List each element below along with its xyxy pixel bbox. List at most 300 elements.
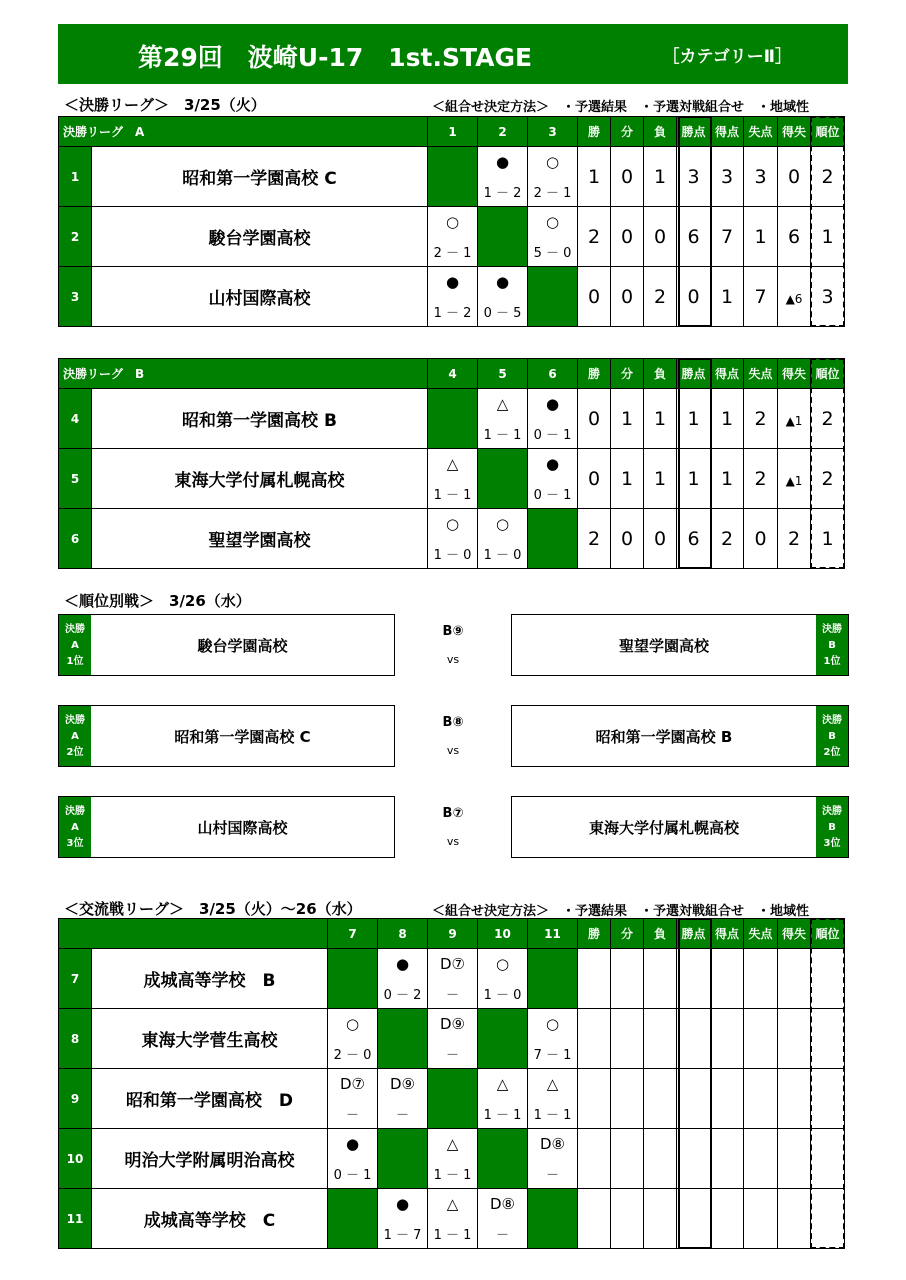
result-mark: ● <box>495 273 510 291</box>
stat-cell: 6 <box>677 207 711 267</box>
self-match-cell <box>428 389 478 449</box>
opponent-col-header: 5 <box>478 359 528 389</box>
placement-left-team <box>58 705 395 767</box>
match-score: 1 － 0 <box>483 548 522 563</box>
stat-cell: 3 <box>744 147 778 207</box>
result-mark: ○ <box>345 1015 360 1033</box>
stat-cell <box>611 1069 644 1129</box>
match-result-cell <box>428 1009 478 1069</box>
league-b-table <box>58 358 845 569</box>
result-mark: ● <box>445 273 460 291</box>
result-mark: ○ <box>445 213 460 231</box>
left-team-name: 山村国際高校 <box>197 818 288 837</box>
match-score: 1 － 1 <box>433 488 472 503</box>
stat-cell <box>578 1009 611 1069</box>
stat-col-header: 順位 <box>811 359 845 389</box>
group-label-empty <box>59 919 328 949</box>
team-name: 東海大学付属札幌高校 <box>92 449 428 509</box>
stat-cell: 1 <box>578 147 611 207</box>
table-row <box>59 449 845 509</box>
stat-cell <box>811 949 845 1009</box>
result-mark: D⑦ <box>440 955 465 973</box>
stat-cell <box>644 1069 677 1129</box>
table-row <box>59 267 845 327</box>
stat-col-header: 得点 <box>711 919 744 949</box>
stat-cell <box>778 949 811 1009</box>
opponent-col-header: 3 <box>528 117 578 147</box>
match-result-cell <box>478 389 528 449</box>
match-result-cell <box>328 1069 378 1129</box>
stat-cell <box>578 1189 611 1249</box>
rank-tag-line: 決勝 <box>822 715 842 726</box>
left-team-name: 昭和第一学園高校 C <box>174 727 311 746</box>
stat-col-header: 得点 <box>711 117 744 147</box>
category-label: ［カテゴリーⅡ］ <box>662 47 792 67</box>
stat-cell: 0 <box>644 509 677 569</box>
stat-cell: 1 <box>744 207 778 267</box>
stat-cell: 0 <box>578 449 611 509</box>
match-score: 1 － 1 <box>483 428 522 443</box>
vs-label: vs <box>446 653 460 666</box>
vs-label: vs <box>446 744 460 757</box>
result-mark: ○ <box>545 1015 560 1033</box>
placement-right-team <box>511 796 849 858</box>
match-court <box>413 715 493 757</box>
table-row <box>59 1189 845 1249</box>
stat-cell: 3 <box>711 147 744 207</box>
self-match-cell <box>528 267 578 327</box>
stat-cell: 1 <box>677 389 711 449</box>
left-rank-tag <box>59 615 91 675</box>
match-result-cell <box>478 949 528 1009</box>
table-row <box>59 207 845 267</box>
table-header-row <box>59 359 845 389</box>
match-result-cell <box>528 389 578 449</box>
match-result-cell <box>528 1129 578 1189</box>
stat-cell <box>711 1009 744 1069</box>
vs-label: vs <box>446 835 460 848</box>
stat-col-header: 得点 <box>711 359 744 389</box>
right-team-name: 昭和第一学園高校 B <box>595 727 733 746</box>
result-mark: △ <box>446 1135 459 1153</box>
stat-col-header: 勝 <box>578 117 611 147</box>
stat-col-header: 順位 <box>811 117 845 147</box>
placement-right-team <box>511 614 849 676</box>
stat-cell: 2 <box>778 509 811 569</box>
result-mark: D⑧ <box>490 1195 515 1213</box>
team-name: 昭和第一学園高校 C <box>92 147 428 207</box>
stat-cell: 3 <box>811 267 845 327</box>
rank-tag-line: B <box>828 640 836 651</box>
left-team-name: 駿台学園高校 <box>197 636 288 655</box>
stat-cell: 6 <box>677 509 711 569</box>
stat-cell <box>644 949 677 1009</box>
stat-cell: 0 <box>644 207 677 267</box>
opponent-col-header: 7 <box>328 919 378 949</box>
final-league-heading: ＜決勝リーグ＞ 3/25（火） <box>64 96 266 114</box>
opponent-col-header: 4 <box>428 359 478 389</box>
stat-cell: 1 <box>811 509 845 569</box>
match-result-cell <box>378 949 428 1009</box>
stat-cell: 1 <box>644 389 677 449</box>
result-mark: ● <box>545 455 560 473</box>
result-mark: ○ <box>545 153 560 171</box>
group-label: 決勝リーグ B <box>59 359 428 389</box>
stat-cell: 2 <box>711 509 744 569</box>
team-name: 昭和第一学園高校 B <box>92 389 428 449</box>
right-rank-tag <box>816 797 848 857</box>
stat-cell: 0 <box>611 207 644 267</box>
match-score: － <box>445 1048 459 1063</box>
stat-cell <box>677 1189 711 1249</box>
stat-cell <box>578 1129 611 1189</box>
rank-tag-line: A <box>71 822 79 833</box>
match-result-cell <box>528 1009 578 1069</box>
stat-cell: 2 <box>644 267 677 327</box>
table-row <box>59 1069 845 1129</box>
result-mark: △ <box>446 455 459 473</box>
stat-cell <box>611 1129 644 1189</box>
rank-tag-line: 決勝 <box>65 624 85 635</box>
rank-tag-line: B <box>828 731 836 742</box>
match-score: 1 － 2 <box>433 306 472 321</box>
self-match-cell <box>378 1129 428 1189</box>
match-result-cell <box>478 509 528 569</box>
rank-tag-line: 2位 <box>66 747 84 758</box>
self-match-cell <box>528 949 578 1009</box>
match-score: 1 － 0 <box>483 988 522 1003</box>
stat-cell <box>811 1069 845 1129</box>
team-number: 1 <box>59 147 92 207</box>
match-score: 1 － 1 <box>433 1168 472 1183</box>
match-score: 5 － 0 <box>533 246 572 261</box>
match-result-cell <box>328 1009 378 1069</box>
stat-cell <box>677 1009 711 1069</box>
placement-left-team <box>58 614 395 676</box>
table-row <box>59 389 845 449</box>
right-rank-tag <box>816 706 848 766</box>
stat-cell <box>744 1009 778 1069</box>
match-result-cell <box>478 267 528 327</box>
rank-tag-line: 1位 <box>823 656 841 667</box>
stat-col-header: 得失 <box>778 117 811 147</box>
result-mark: D⑦ <box>340 1075 365 1093</box>
match-result-cell <box>378 1069 428 1129</box>
match-score: 1 － 0 <box>433 548 472 563</box>
rank-tag-line: 決勝 <box>65 806 85 817</box>
table-row <box>59 1129 845 1189</box>
stat-cell <box>744 1069 778 1129</box>
stat-col-header: 負 <box>644 919 677 949</box>
stat-cell: 0 <box>677 267 711 327</box>
result-mark: D⑨ <box>390 1075 415 1093</box>
stat-cell: 0 <box>611 267 644 327</box>
match-score: 7 － 1 <box>533 1048 572 1063</box>
team-number: 8 <box>59 1009 92 1069</box>
match-score: － <box>545 1168 559 1183</box>
rank-tag-line: A <box>71 731 79 742</box>
team-number: 11 <box>59 1189 92 1249</box>
match-score: － <box>395 1108 409 1123</box>
stat-cell: 2 <box>578 207 611 267</box>
match-result-cell <box>528 147 578 207</box>
team-number: 9 <box>59 1069 92 1129</box>
stat-col-header: 順位 <box>811 919 845 949</box>
placement-left-team <box>58 796 395 858</box>
self-match-cell <box>478 1129 528 1189</box>
opponent-col-header: 1 <box>428 117 478 147</box>
left-rank-tag <box>59 706 91 766</box>
stat-cell: 1 <box>711 449 744 509</box>
result-mark: △ <box>546 1075 559 1093</box>
match-score: 2 － 1 <box>533 186 572 201</box>
stat-cell <box>711 1129 744 1189</box>
rank-tag-line: 3位 <box>66 838 84 849</box>
team-name: 駿台学園高校 <box>92 207 428 267</box>
stat-cell <box>778 1129 811 1189</box>
left-rank-tag <box>59 797 91 857</box>
result-mark: △ <box>446 1195 459 1213</box>
stat-cell <box>744 949 778 1009</box>
group-label: 決勝リーグ A <box>59 117 428 147</box>
table-row <box>59 949 845 1009</box>
match-score: 0 － 1 <box>533 488 572 503</box>
stat-cell <box>778 267 811 327</box>
team-name: 成城高等学校 C <box>92 1189 328 1249</box>
goal-diff-negative: ▲1 <box>785 473 803 488</box>
result-mark: ○ <box>445 515 460 533</box>
stat-cell <box>778 1189 811 1249</box>
stat-cell: 1 <box>644 147 677 207</box>
opponent-col-header: 6 <box>528 359 578 389</box>
stat-cell: 2 <box>744 449 778 509</box>
team-name: 成城高等学校 B <box>92 949 328 1009</box>
result-mark: ○ <box>495 955 510 973</box>
right-rank-tag <box>816 615 848 675</box>
opponent-col-header: 8 <box>378 919 428 949</box>
stat-cell <box>677 1129 711 1189</box>
stat-cell: 1 <box>644 449 677 509</box>
rank-tag-line: 決勝 <box>822 624 842 635</box>
stat-col-header: 得失 <box>778 919 811 949</box>
table-header-row <box>59 919 845 949</box>
stat-cell: 7 <box>711 207 744 267</box>
result-mark: ● <box>495 153 510 171</box>
match-result-cell <box>428 949 478 1009</box>
result-mark: ● <box>545 395 560 413</box>
stat-cell <box>644 1129 677 1189</box>
stat-cell: 0 <box>611 509 644 569</box>
rank-tag-line: A <box>71 640 79 651</box>
exchange-table <box>58 918 845 1249</box>
stat-cell: 7 <box>744 267 778 327</box>
stat-cell: 2 <box>811 389 845 449</box>
match-result-cell <box>378 1189 428 1249</box>
self-match-cell <box>328 1189 378 1249</box>
stat-cell <box>778 389 811 449</box>
stat-cell <box>778 1009 811 1069</box>
stat-col-header: 分 <box>611 359 644 389</box>
stat-cell <box>578 949 611 1009</box>
team-name: 聖望学園高校 <box>92 509 428 569</box>
team-name: 東海大学菅生高校 <box>92 1009 328 1069</box>
stat-cell: 0 <box>611 147 644 207</box>
match-score: － <box>445 988 459 1003</box>
match-result-cell <box>528 449 578 509</box>
stat-col-header: 得失 <box>778 359 811 389</box>
stat-cell: 1 <box>711 267 744 327</box>
stat-col-header: 分 <box>611 919 644 949</box>
match-score: 1 － 1 <box>433 1228 472 1243</box>
stat-cell <box>778 449 811 509</box>
league-a-table <box>58 116 845 327</box>
team-name: 明治大学附属明治高校 <box>92 1129 328 1189</box>
match-result-cell <box>428 449 478 509</box>
stat-cell <box>811 1009 845 1069</box>
match-result-cell <box>478 1189 528 1249</box>
match-result-cell <box>478 147 528 207</box>
match-score: 1 － 1 <box>483 1108 522 1123</box>
match-result-cell <box>428 509 478 569</box>
rank-tag-line: 2位 <box>823 747 841 758</box>
result-mark: △ <box>496 1075 509 1093</box>
rank-tag-line: 1位 <box>66 656 84 667</box>
stat-cell <box>778 1069 811 1129</box>
method-note: ＜組合せ決定方法＞ ・予選結果 ・予選対戦組合せ ・地域性 <box>432 100 810 115</box>
stat-cell <box>711 949 744 1009</box>
match-score: － <box>345 1108 359 1123</box>
opponent-col-header: 9 <box>428 919 478 949</box>
stat-cell: 1 <box>677 449 711 509</box>
stat-cell <box>711 1189 744 1249</box>
stat-cell <box>677 1069 711 1129</box>
goal-diff-negative: ▲6 <box>785 291 803 306</box>
court-label: B⑦ <box>442 806 464 821</box>
stat-cell <box>811 1129 845 1189</box>
team-name: 山村国際高校 <box>92 267 428 327</box>
match-result-cell <box>428 267 478 327</box>
stat-cell <box>711 1069 744 1129</box>
team-name: 昭和第一学園高校 D <box>92 1069 328 1129</box>
self-match-cell <box>378 1009 428 1069</box>
result-mark: ● <box>345 1135 360 1153</box>
result-mark: △ <box>496 395 509 413</box>
rank-tag-line: 3位 <box>823 838 841 849</box>
stat-cell: 0 <box>744 509 778 569</box>
page-title: 第29回 波崎U-17 1st.STAGE <box>138 43 533 72</box>
stat-col-header: 失点 <box>744 117 778 147</box>
stat-cell <box>644 1009 677 1069</box>
table-header-row <box>59 117 845 147</box>
stat-col-header: 分 <box>611 117 644 147</box>
self-match-cell <box>478 1009 528 1069</box>
stat-cell: 0 <box>578 389 611 449</box>
stat-col-header: 負 <box>644 117 677 147</box>
stat-cell: 6 <box>778 207 811 267</box>
opponent-col-header: 11 <box>528 919 578 949</box>
table-row <box>59 147 845 207</box>
rank-tag-line: 決勝 <box>822 806 842 817</box>
team-number: 5 <box>59 449 92 509</box>
stat-cell <box>611 1189 644 1249</box>
stat-cell <box>744 1129 778 1189</box>
self-match-cell <box>528 509 578 569</box>
match-score: 0 － 1 <box>333 1168 372 1183</box>
placement-right-team <box>511 705 849 767</box>
stat-cell: 0 <box>778 147 811 207</box>
stat-cell: 2 <box>811 449 845 509</box>
stat-cell: 2 <box>744 389 778 449</box>
opponent-col-header: 10 <box>478 919 528 949</box>
self-match-cell <box>478 207 528 267</box>
stat-cell: 1 <box>711 389 744 449</box>
team-number: 4 <box>59 389 92 449</box>
match-score: － <box>495 1228 509 1243</box>
result-mark: ● <box>395 1195 410 1213</box>
stat-cell: 3 <box>677 147 711 207</box>
stat-col-header: 負 <box>644 359 677 389</box>
stat-cell <box>611 1009 644 1069</box>
result-mark: ○ <box>545 213 560 231</box>
result-mark: D⑨ <box>440 1015 465 1033</box>
match-score: 0 － 1 <box>533 428 572 443</box>
stat-cell: 2 <box>811 147 845 207</box>
self-match-cell <box>428 1069 478 1129</box>
match-court <box>413 806 493 848</box>
stat-cell <box>677 949 711 1009</box>
stat-cell <box>644 1189 677 1249</box>
match-score: 2 － 0 <box>333 1048 372 1063</box>
stat-cell: 1 <box>811 207 845 267</box>
stat-col-header: 失点 <box>744 359 778 389</box>
match-score: 1 － 1 <box>533 1108 572 1123</box>
method-note-exchange: ＜組合せ決定方法＞ ・予選結果 ・予選対戦組合せ ・地域性 <box>432 904 810 919</box>
team-number: 3 <box>59 267 92 327</box>
match-result-cell <box>478 1069 528 1129</box>
right-team-name: 聖望学園高校 <box>618 636 709 655</box>
result-mark: D⑧ <box>540 1135 565 1153</box>
team-number: 7 <box>59 949 92 1009</box>
match-result-cell <box>428 207 478 267</box>
result-mark: ● <box>395 955 410 973</box>
match-score: 0 － 2 <box>383 988 422 1003</box>
stat-cell: 2 <box>578 509 611 569</box>
court-label: B⑨ <box>442 624 464 639</box>
placement-heading: ＜順位別戦＞ 3/26（水） <box>64 592 251 610</box>
stat-cell: 0 <box>578 267 611 327</box>
self-match-cell <box>328 949 378 1009</box>
stat-cell <box>811 1189 845 1249</box>
self-match-cell <box>528 1189 578 1249</box>
exchange-heading: ＜交流戦リーグ＞ 3/25（火）～26（水） <box>64 900 362 918</box>
match-score: 1 － 2 <box>483 186 522 201</box>
stat-cell <box>611 949 644 1009</box>
match-result-cell <box>528 1069 578 1129</box>
stat-cell <box>744 1189 778 1249</box>
self-match-cell <box>478 449 528 509</box>
opponent-col-header: 2 <box>478 117 528 147</box>
stat-col-header: 失点 <box>744 919 778 949</box>
team-number: 2 <box>59 207 92 267</box>
stat-col-header: 勝 <box>578 359 611 389</box>
result-mark: ○ <box>495 515 510 533</box>
court-label: B⑧ <box>442 715 464 730</box>
table-row <box>59 509 845 569</box>
match-result-cell <box>428 1129 478 1189</box>
match-score: 2 － 1 <box>433 246 472 261</box>
stat-cell: 1 <box>611 449 644 509</box>
right-team-name: 東海大学付属札幌高校 <box>588 818 739 837</box>
